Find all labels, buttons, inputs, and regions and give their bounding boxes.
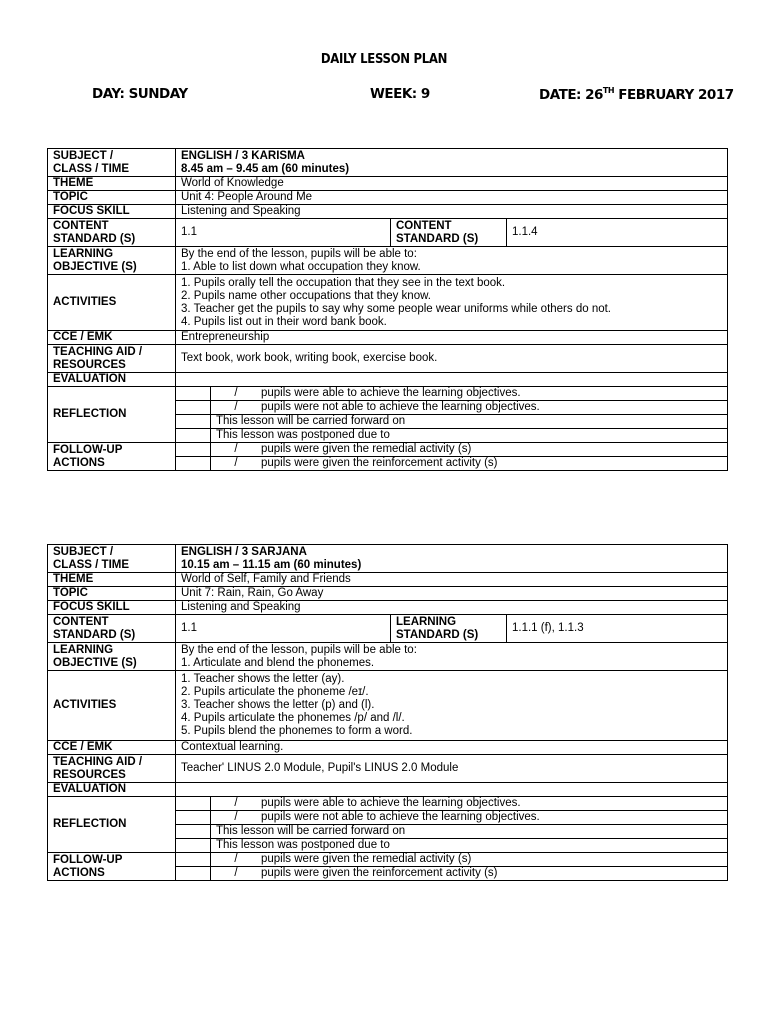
reflection-check-box [176,429,211,443]
activities-list [176,671,728,741]
teaching-aid-row [48,345,728,373]
theme-label: THEME [48,573,176,587]
theme-row [48,177,728,191]
reflection-carried: This lesson will be carried forward on [211,825,728,839]
reflection-check-box [176,839,211,853]
teaching-aid-label: TEACHING AID / RESOURCES [48,755,176,783]
cce-row [48,741,728,755]
activities-row [48,275,728,331]
theme-value: World of Self, Family and Friends [176,573,728,587]
objective-value: By the end of the lesson, pupils will be able to: 1. Articulate and blend the phonemes. [176,643,728,671]
teaching-aid-value: Text book, work book, writing book, exercise book. [176,345,728,373]
topic-label: TOPIC [48,587,176,601]
reflection-carried: This lesson will be carried forward on [211,415,728,429]
teaching-aid-label: TEACHING AID / RESOURCES [48,345,176,373]
objective-label: LEARNING OBJECTIVE (S) [48,643,176,671]
cce-row [48,331,728,345]
follow-remedial: / pupils were given the remedial activity (s) [211,443,728,457]
reflection-check-box [176,825,211,839]
subject-label: SUBJECT / CLASS / TIME [48,149,176,177]
week-label: WEEK: 9 [370,86,430,102]
teaching-aid-value: Teacher' LINUS 2.0 Module, Pupil's LINUS 2.0 Module [176,755,728,783]
reflection-row [48,387,728,401]
follow-check-box [176,443,211,457]
reflection-not-able: / pupils were not able to achieve the learning objectives. [211,401,728,415]
reflection-postponed: This lesson was postponed due to [211,429,728,443]
cce-label: CCE / EMK [48,741,176,755]
evaluation-value [176,373,728,387]
subject-value: ENGLISH / 3 SARJANA 10.15 am – 11.15 am (60 minutes) [176,545,728,573]
evaluation-row [48,783,728,797]
lesson-plan-table-2 [47,544,728,881]
reflection-check-box [176,401,211,415]
subject-row [48,149,728,177]
reflection-check-box [176,811,211,825]
topic-row [48,191,728,205]
activity-item: 1. Pupils orally tell the occupation that they see in the text book. [181,276,506,289]
topic-row [48,587,728,601]
reflection-row [48,797,728,811]
follow-up-row [48,443,728,457]
activity-item: 2. Pupils articulate the phoneme /eɪ/. [181,686,369,698]
objective-row [48,643,728,671]
teaching-aid-row [48,755,728,783]
cce-label: CCE / EMK [48,331,176,345]
subject-label: SUBJECT / CLASS / TIME [48,545,176,573]
theme-value: World of Knowledge [176,177,728,191]
activity-item: 3. Teacher shows the letter (p) and (l). [181,699,375,711]
activities-row [48,671,728,741]
reflection-check-box [176,797,211,811]
standard-1-value: 1.1 [176,219,391,247]
reflection-able: / pupils were able to achieve the learning objectives. [211,387,728,401]
follow-reinforcement: / pupils were given the reinforcement activity (s) [211,867,728,881]
standard-row [48,615,728,643]
objective-label: LEARNING OBJECTIVE (S) [48,247,176,275]
evaluation-value [176,783,728,797]
reflection-check-box [176,387,211,401]
focus-row [48,205,728,219]
standard-1-label: CONTENT STANDARD (S) [48,615,176,643]
activities-label: ACTIVITIES [48,671,176,741]
cce-value: Entrepreneurship [176,331,728,345]
lesson-plan-table-1 [47,148,728,471]
activity-item: 4. Pupils articulate the phonemes /p/ and /l/. [181,712,405,724]
focus-row [48,601,728,615]
standard-1-label: CONTENT STANDARD (S) [48,219,176,247]
objective-value: By the end of the lesson, pupils will be able to: 1. Able to list down what occupation they know. [176,247,728,275]
activities-list [176,275,728,331]
reflection-not-able: / pupils were not able to achieve the learning objectives. [211,811,728,825]
activity-item: 5. Pupils blend the phonemes to form a word. [181,725,413,737]
follow-remedial: / pupils were given the remedial activity (s) [211,853,728,867]
standard-2-value: 1.1.1 (f), 1.1.3 [507,615,728,643]
focus-value: Listening and Speaking [176,205,728,219]
activity-item: 1. Teacher shows the letter (ay). [181,673,345,685]
focus-value: Listening and Speaking [176,601,728,615]
reflection-able: / pupils were able to achieve the learning objectives. [211,797,728,811]
follow-up-label: FOLLOW-UP ACTIONS [48,443,176,471]
reflection-label: REFLECTION [48,387,176,443]
reflection-check-box [176,415,211,429]
subject-value: ENGLISH / 3 KARISMA 8.45 am – 9.45 am (60 minutes) [176,149,728,177]
topic-value: Unit 4: People Around Me [176,191,728,205]
follow-check-box [176,867,211,881]
follow-check-box [176,853,211,867]
activity-item: 3. Teacher get the pupils to say why some people wear uniforms while others do not. [181,302,611,315]
day-label: DAY: SUNDAY [92,86,188,102]
standard-2-value: 1.1.4 [507,219,728,247]
focus-label: FOCUS SKILL [48,601,176,615]
follow-reinforcement: / pupils were given the reinforcement activity (s) [211,457,728,471]
standard-2-label: CONTENT STANDARD (S) [391,219,507,247]
evaluation-row [48,373,728,387]
objective-row [48,247,728,275]
cce-value: Contextual learning. [176,741,728,755]
follow-up-row [48,853,728,867]
page-title: DAILY LESSON PLAN [320,52,448,67]
reflection-label: REFLECTION [48,797,176,853]
standard-row [48,219,728,247]
subject-row [48,545,728,573]
topic-label: TOPIC [48,191,176,205]
topic-value: Unit 7: Rain, Rain, Go Away [176,587,728,601]
theme-label: THEME [48,177,176,191]
standard-2-label: LEARNING STANDARD (S) [391,615,507,643]
follow-up-label: FOLLOW-UP ACTIONS [48,853,176,881]
reflection-postponed: This lesson was postponed due to [211,839,728,853]
date-label: DATE: 26TH FEBRUARY 2017 [539,86,734,103]
focus-label: FOCUS SKILL [48,205,176,219]
activity-item: 4. Pupils list out in their word bank book. [181,315,387,328]
activities-label: ACTIVITIES [48,275,176,331]
evaluation-label: EVALUATION [48,783,176,797]
activity-item: 2. Pupils name other occupations that they know. [181,289,431,302]
evaluation-label: EVALUATION [48,373,176,387]
follow-check-box [176,457,211,471]
theme-row [48,573,728,587]
standard-1-value: 1.1 [176,615,391,643]
